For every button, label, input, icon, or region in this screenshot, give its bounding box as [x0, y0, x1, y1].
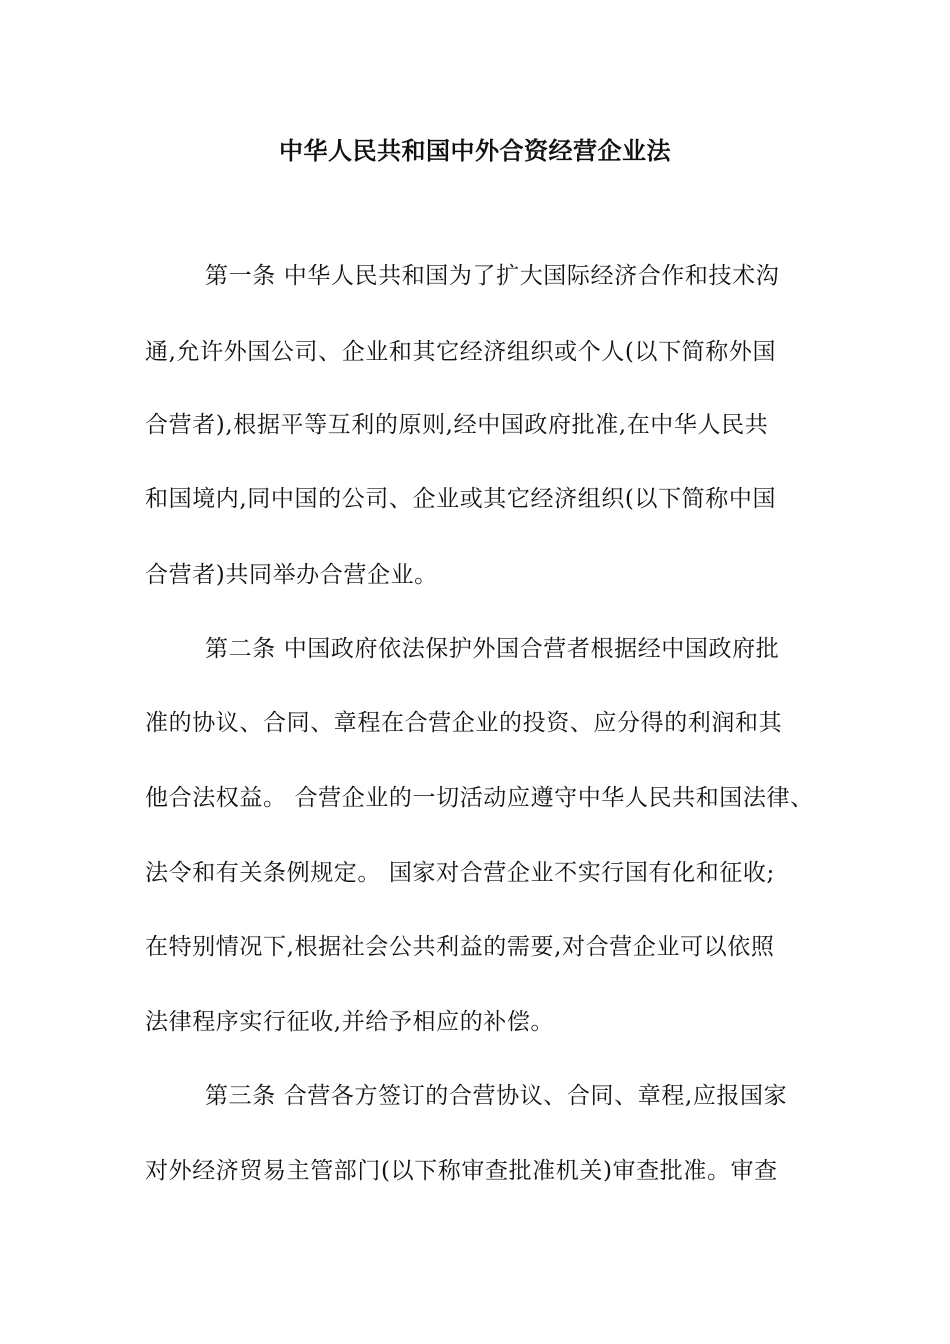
- article-3-line-2: 对外经济贸易主管部门(以下称审查批准机关)审查批准。审查: [145, 1158, 778, 1184]
- article-3-line-1: 第三条 合营各方签订的合营协议、合同、章程,应报国家: [205, 1083, 788, 1109]
- document-title: 中华人民共和国中外合资经营企业法: [279, 136, 671, 165]
- article-1-line-5: 合营者)共同举办合营企业。: [145, 562, 438, 588]
- article-1-line-3: 合营者),根据平等互利的原则,经中国政府批准,在中华人民共: [145, 412, 769, 438]
- article-2-line-4: 法令和有关条例规定。 国家对合营企业不实行国有化和征收;: [145, 860, 775, 886]
- article-1-line-1: 第一条 中华人民共和国为了扩大国际经济合作和技术沟: [205, 263, 780, 289]
- article-1-line-2: 通,允许外国公司、企业和其它经济组织或个人(以下简称外国: [145, 339, 777, 365]
- article-2-line-3: 他合法权益。 合营企业的一切活动应遵守中华人民共和国法律、: [145, 785, 814, 811]
- article-2-line-1: 第二条 中国政府依法保护外国合营者根据经中国政府批: [205, 636, 780, 662]
- article-2-line-5: 在特别情况下,根据社会公共利益的需要,对合营企业可以依照: [145, 934, 775, 960]
- article-1-line-4: 和国境内,同中国的公司、企业或其它经济组织(以下简称中国: [145, 486, 777, 512]
- article-2-line-6: 法律程序实行征收,并给予相应的补偿。: [145, 1009, 555, 1035]
- article-2-line-2: 准的协议、合同、章程在合营企业的投资、应分得的利润和其: [145, 710, 783, 736]
